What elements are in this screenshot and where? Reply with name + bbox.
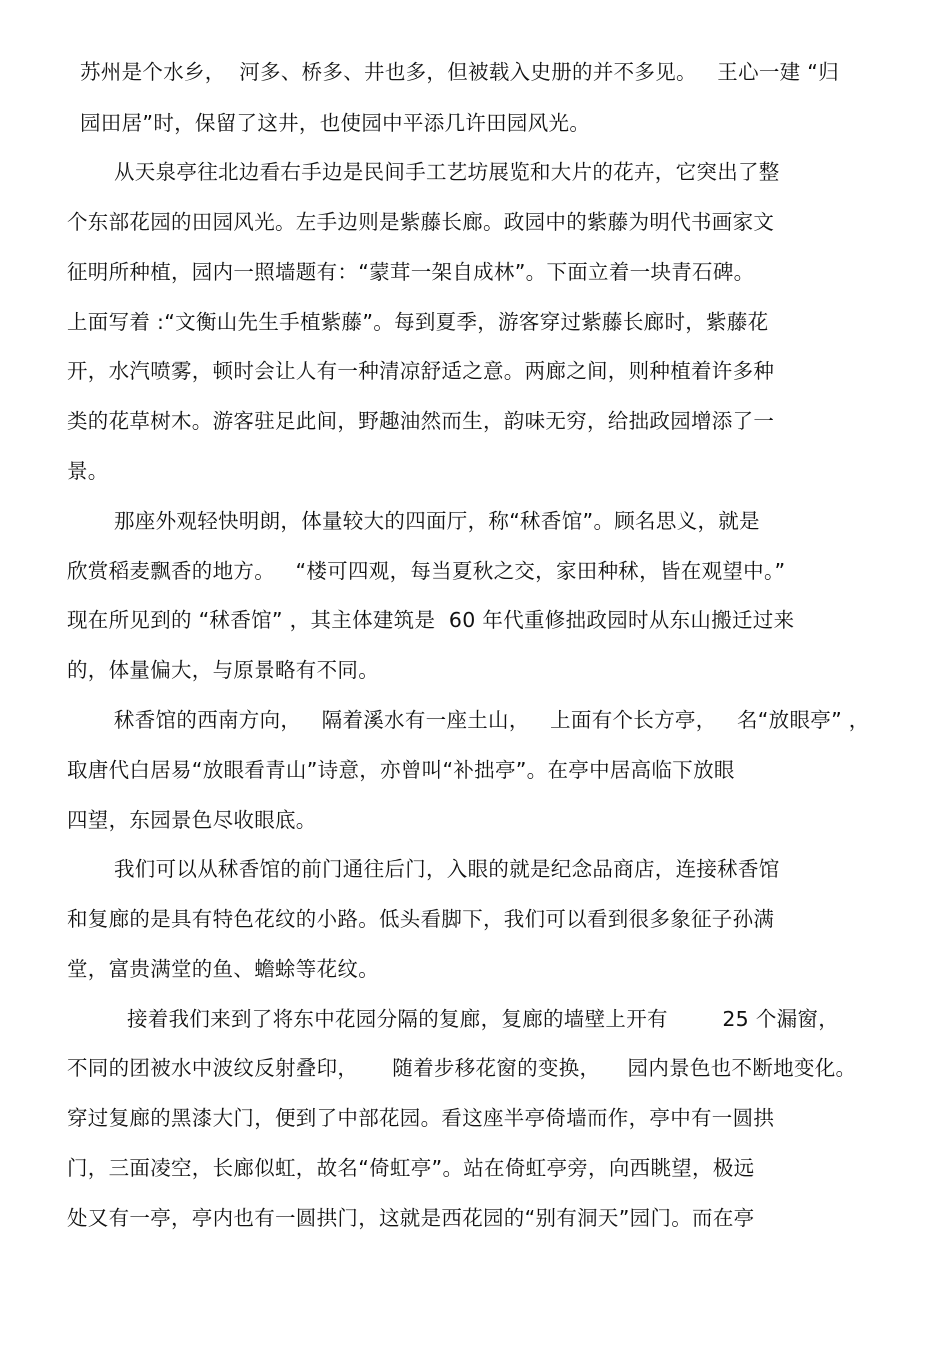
text-line: 和复廊的是具有特色花纹的小路。低头看脚下，我们可以看到很多象征子孙满 bbox=[67, 907, 775, 931]
text-line: 处又有一亭，亭内也有一圆拱门，这就是西花园的“别有洞天”园门。而在亭 bbox=[67, 1206, 755, 1230]
text-line: 从天泉亭往北边看右手边是民间手工艺坊展览和大片的花卉，它突出了整 bbox=[114, 160, 780, 184]
text-line: 征明所种植，园内一照墙题有：“蒙茸一架自成林”。下面立着一块青石碑。 bbox=[67, 260, 755, 284]
text-line: 的，体量偏大，与原景略有不同。 bbox=[67, 658, 379, 682]
text-line: 上面写着 :“文衡山先生手植紫藤”。每到夏季，游客穿过紫藤长廊时，紫藤花 bbox=[67, 310, 769, 334]
text-line: 那座外观轻快明朗，体量较大的四面厅，称“秫香馆”。顾名思义，就是 bbox=[114, 509, 760, 533]
text-line: 园田居”时，保留了这井，也使园中平添几许田园风光。 bbox=[80, 111, 591, 135]
text-line: 门，三面凌空，长廊似虹，故名“倚虹亭”。站在倚虹亭旁，向西眺望，极远 bbox=[67, 1156, 755, 1180]
text-line: 堂，富贵满堂的鱼、蟾蜍等花纹。 bbox=[67, 957, 379, 981]
text-line: 秫香馆的西南方向， 隔着溪水有一座土山， 上面有个长方亭， 名“放眼亭” ， bbox=[114, 708, 870, 732]
text-line: 个东部花园的田园风光。左手边则是紫藤长廊。政园中的紫藤为明代书画家文 bbox=[67, 210, 775, 234]
text-line: 不同的团被水中波纹反射叠印， 随着步移花窗的变换， 园内景色也不断地变化。 bbox=[67, 1056, 857, 1080]
text-line: 接着我们来到了将东中花园分隔的复廊，复廊的墙壁上开有 25 个漏窗， bbox=[127, 1007, 840, 1031]
text-line: 穿过复廊的黑漆大门，便到了中部花园。看这座半亭倚墙而作，亭中有一圆拱 bbox=[67, 1106, 775, 1130]
text-line: 景。 bbox=[67, 459, 109, 483]
text-line: 取唐代白居易“放眼看青山”诗意，亦曾叫“补拙亭”。在亭中居高临下放眼 bbox=[67, 758, 735, 782]
text-line: 四望，东园景色尽收眼底。 bbox=[67, 808, 317, 832]
text-line: 现在所见到的 “秫香馆” ，其主体建筑是 60 年代重修拙政园时从东山搬迁过来 bbox=[67, 608, 795, 632]
text-line: 我们可以从秫香馆的前门通往后门，入眼的就是纪念品商店，连接秫香馆 bbox=[114, 857, 780, 881]
text-line: 类的花草树木。游客驻足此间，野趣油然而生，韵味无穷，给拙政园增添了一 bbox=[67, 409, 775, 433]
text-line: 开，水汽喷雾，顿时会让人有一种清凉舒适之意。两廊之间，则种植着许多种 bbox=[67, 359, 775, 383]
text-line: 苏州是个水乡， 河多、桥多、井也多，但被载入史册的并不多见。 王心一建 “归 bbox=[80, 60, 840, 84]
text-line: 欣赏稻麦飘香的地方。 “楼可四观，每当夏秋之交，家田种秫，皆在观望中。” bbox=[67, 559, 786, 583]
